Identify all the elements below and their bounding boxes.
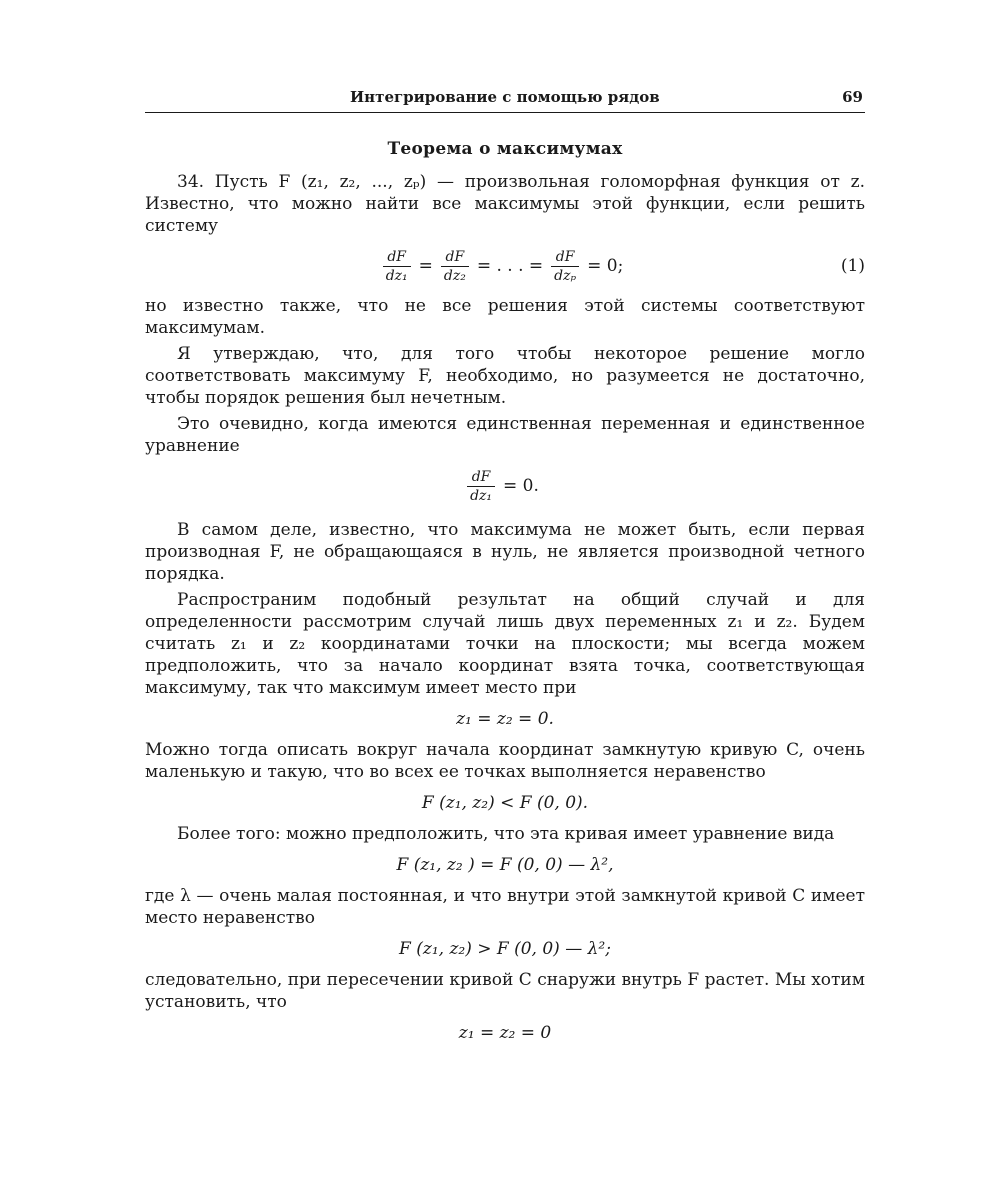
paragraph-1: 34. Пусть F (z₁, z₂, ..., zₚ) — произвольная голоморфная функция от z. Известно, что можно найти все максимумы этой функции, если решить систему (145, 172, 865, 236)
equation-4: F (z₁, z₂) < F (0, 0). (421, 793, 589, 813)
equation-2: $\frac{dF}{\text{dz₁}}$ = 0. (145, 457, 865, 515)
paragraph-3: Я утверждаю, что, для того чтобы некоторое решение могло соответствовать максимуму F, необходимо, но разумеется не достаточно, чтобы порядок решения был нечетным. (145, 344, 865, 408)
equation-6: F (z₁, z₂) > F (0, 0) — λ²; (399, 939, 611, 959)
paragraph-6: Распространим подобный результат на общий случай и для определенности рассмотрим случай лишь двух переменных z₁ и z₂. Будем считать z₁ и z₂ координатами точки на плоскости; мы всегда можем предположить, что за начало координат взята точка, соответствующая максимуму, так что максимум имеет место при (145, 590, 865, 698)
fraction-3: $\frac{dF}{\text{dzₚ}}$ (551, 249, 579, 284)
section-title: Теорема о максимумах (387, 139, 623, 159)
equation-rhs: = 0; (587, 256, 624, 276)
fraction-single: $\frac{dF}{\text{dz₁}}$ (467, 469, 495, 504)
book-page (145, 88, 865, 1053)
equation-dots: = . . . = (476, 256, 544, 276)
paragraph-4: Это очевидно, когда имеются единственная переменная и единственное уравнение (145, 414, 865, 456)
paragraph-8: Более того: можно предположить, что эта кривая имеет уравнение вида (177, 824, 835, 844)
paragraph-5: В самом деле, известно, что максимума не может быть, если первая производная F, не обращающаяся в нуль, не является производной четного порядка. (145, 520, 865, 584)
equation-3: z₁ = z₂ = 0. (456, 709, 554, 729)
equation-7: z₁ = z₂ = 0 (458, 1023, 552, 1043)
paragraph-10: следовательно, при пересечении кривой C снаружи внутрь F растет. Мы хотим установить, что (145, 970, 865, 1012)
paragraph-2: но известно также, что не все решения этой системы соответствуют максимумам. (145, 296, 865, 338)
running-title: Интегрирование с помощью рядов (350, 88, 660, 106)
running-header (145, 88, 865, 113)
equation-number: (1) (840, 256, 865, 276)
equation-1: $\frac{dF}{\text{dz₁}}$ = $\frac{dF}{\text{dz₂}}$ = . . . = $\frac{dF}{\text{dzₚ}}$ = 0; (1) (145, 237, 865, 295)
fraction-1: $\frac{dF}{\text{dz₁}}$ (383, 249, 411, 284)
paragraph-9: где λ — очень малая постоянная, и что внутри этой замкнутой кривой C имеет место неравенство (145, 886, 865, 928)
page-number: 69 (842, 88, 863, 106)
equation-5: F (z₁, z₂ ) = F (0, 0) — λ², (396, 855, 614, 875)
fraction-2: $\frac{dF}{\text{dz₂}}$ (441, 249, 469, 284)
paragraph-7: Можно тогда описать вокруг начала координат замкнутую кривую C, очень маленькую и такую, что во всех ее точках выполняется неравенство (145, 740, 865, 782)
